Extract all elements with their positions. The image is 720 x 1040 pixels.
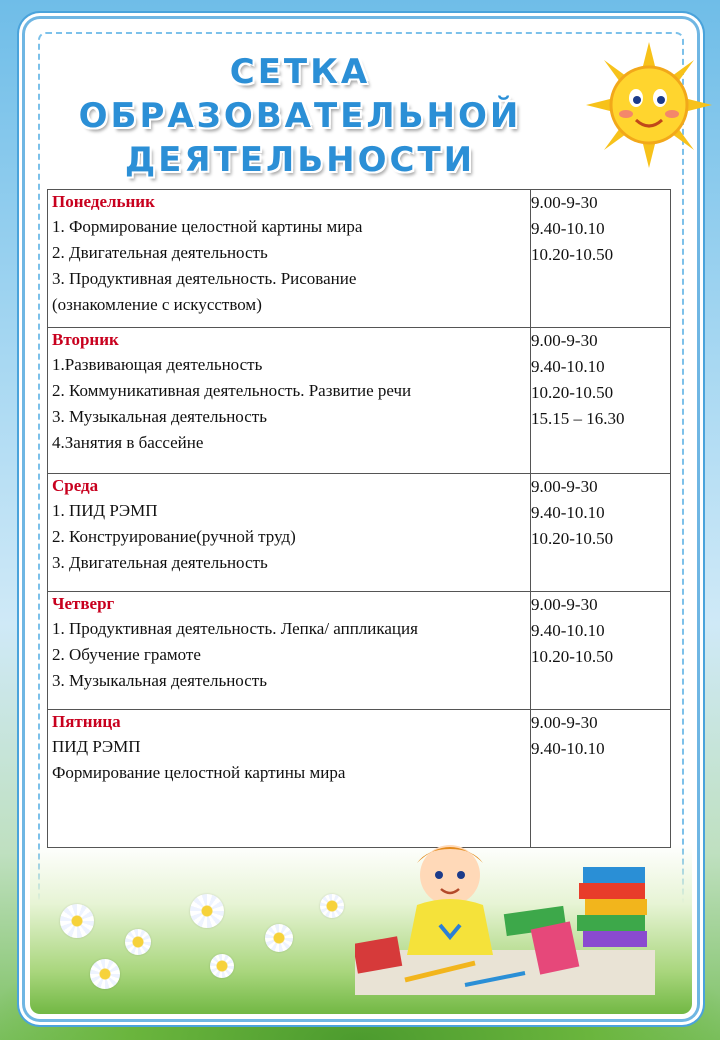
activity-item: 1. Формирование целостной картины мира — [52, 217, 363, 236]
time-slot: 9.00-9-30 — [531, 595, 598, 614]
activity-item: 3. Продуктивная деятельность. Рисование — [52, 269, 357, 288]
activity-item: Формирование целостной картины мира — [52, 763, 346, 782]
time-slot: 9.40-10.10 — [531, 739, 605, 758]
day-heading: Понедельник — [52, 192, 155, 211]
table-row-wednesday — [48, 474, 671, 592]
child-with-books-illustration — [355, 845, 655, 995]
times-cell — [531, 328, 671, 474]
time-slot: 9.00-9-30 — [531, 331, 598, 350]
time-slot: 9.00-9-30 — [531, 477, 598, 496]
time-slot: 9.00-9-30 — [531, 193, 598, 212]
activity-item: (ознакомление с искусством) — [52, 295, 262, 314]
day-heading: Среда — [52, 476, 99, 495]
day-heading: Вторник — [52, 330, 119, 349]
times-cell — [531, 190, 671, 328]
time-slot: 10.20-10.50 — [531, 245, 614, 264]
time-slot: 10.20-10.50 — [531, 647, 614, 666]
activity-item: 3. Музыкальная деятельность — [52, 671, 267, 690]
title-line: ОБРАЗОВАТЕЛЬНОЙ — [78, 96, 522, 136]
time-slot: 15.15 – 16.30 — [531, 409, 625, 428]
table-row-monday — [48, 190, 671, 328]
activity-item: 2. Коммуникативная деятельность. Развитие речи — [52, 381, 412, 400]
activity-item: 2. Конструирование(ручной труд) — [52, 527, 296, 546]
table-row-thursday — [48, 592, 671, 710]
day-heading: Четверг — [52, 594, 115, 613]
activities-cell — [48, 474, 531, 592]
schedule-table — [47, 189, 671, 848]
time-slot: 10.20-10.50 — [531, 383, 614, 402]
activities-cell — [48, 190, 531, 328]
times-cell — [531, 474, 671, 592]
activity-item: 1. Продуктивная деятельность. Лепка/ аппликация — [52, 619, 418, 638]
title-line: ДЕЯТЕЛЬНОСТИ — [124, 140, 476, 180]
activity-item: 1. ПИД РЭМП — [52, 501, 158, 520]
title-line: СЕТКА — [229, 52, 371, 92]
daisy-icon — [90, 959, 120, 989]
activities-cell — [48, 592, 531, 710]
activity-item: 2. Двигательная деятельность — [52, 243, 268, 262]
daisy-icon — [60, 904, 94, 938]
time-slot: 10.20-10.50 — [531, 529, 614, 548]
activities-cell — [48, 710, 531, 848]
time-slot: 9.00-9-30 — [531, 713, 598, 732]
daisy-icon — [265, 924, 293, 952]
time-slot: 9.40-10.10 — [531, 503, 605, 522]
day-heading: Пятница — [52, 712, 121, 731]
page-title — [40, 50, 560, 182]
activity-item: 2. Обучение грамоте — [52, 645, 201, 664]
daisy-icon — [320, 894, 344, 918]
daisy-icon — [210, 954, 234, 978]
table-row-friday — [48, 710, 671, 848]
time-slot: 9.40-10.10 — [531, 357, 605, 376]
activity-item: 1.Развивающая деятельность — [52, 355, 263, 374]
activities-cell — [48, 328, 531, 474]
table-row-tuesday — [48, 328, 671, 474]
activity-item: 4.Занятия в бассейне — [52, 433, 204, 452]
sun-icon — [584, 40, 714, 170]
activity-item: 3. Двигательная деятельность — [52, 553, 268, 572]
activity-item: 3. Музыкальная деятельность — [52, 407, 267, 426]
daisy-icon — [190, 894, 224, 928]
time-slot: 9.40-10.10 — [531, 621, 605, 640]
times-cell — [531, 710, 671, 848]
activity-item: ПИД РЭМП — [52, 737, 141, 756]
times-cell — [531, 592, 671, 710]
time-slot: 9.40-10.10 — [531, 219, 605, 238]
daisy-icon — [125, 929, 151, 955]
